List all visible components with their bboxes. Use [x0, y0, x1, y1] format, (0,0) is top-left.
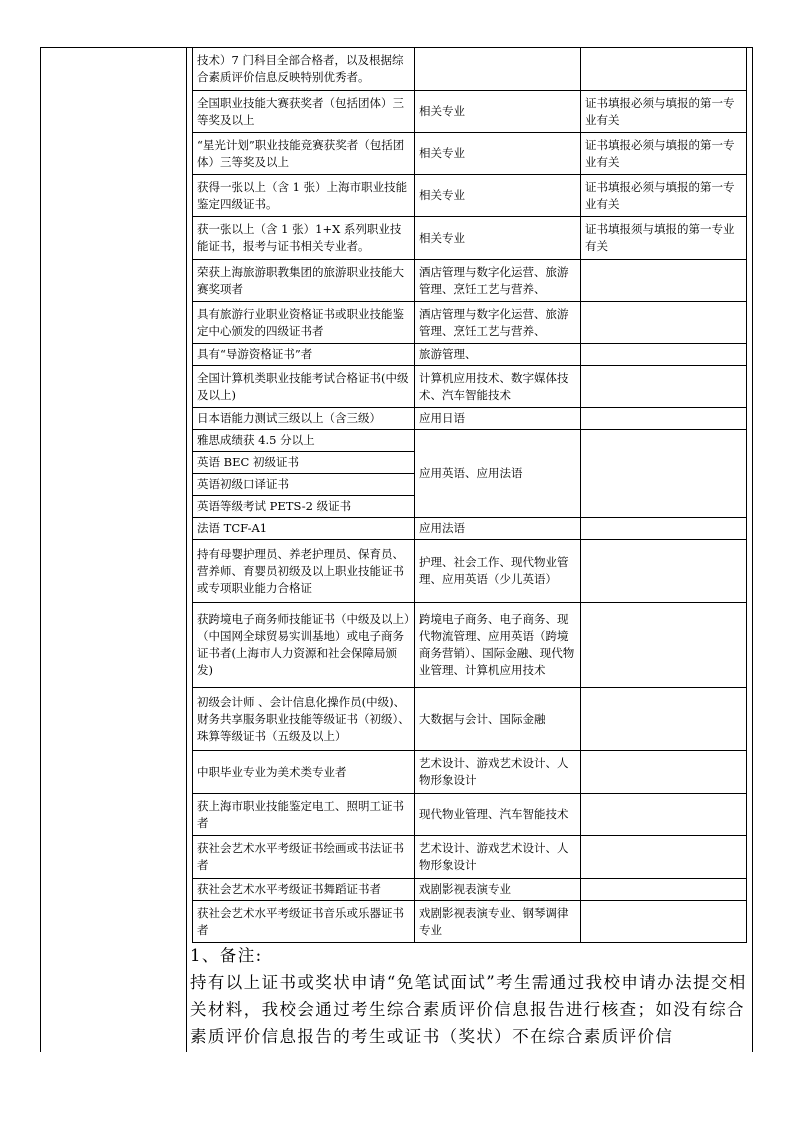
table-row	[193, 603, 747, 688]
table-row	[193, 48, 747, 91]
remark-cell: 证书填报必须与填报的第一专业有关	[581, 175, 747, 217]
major-cell	[415, 48, 581, 91]
condition-cell: 具有“导游资格证书”者	[193, 344, 415, 366]
condition-cell: 获社会艺术水平考级证书绘画或书法证书者	[193, 836, 415, 879]
condition-cell: 英语 BEC 初级证书	[193, 452, 415, 474]
condition-cell: 获社会艺术水平考级证书舞蹈证书者	[193, 879, 415, 901]
major-cell: 相关专业	[415, 175, 581, 217]
remark-cell	[581, 302, 747, 344]
condition-cell: 获跨境电子商务师技能证书（中级及以上）（中国网全球贸易实训基地）或电子商务证书者(上海市人力资源和社会保障局颁发)	[193, 603, 415, 688]
condition-cell: 持有母婴护理员、养老护理员、保育员、营养师、育婴员初级及以上职业技能证书或专项职业能力合格证	[193, 540, 415, 603]
condition-cell: 中职毕业专业为美术类专业者	[193, 751, 415, 794]
remarks-heading: 1、备注:	[190, 946, 263, 965]
table-row	[193, 91, 747, 133]
table-row	[193, 133, 747, 175]
remarks-section	[190, 942, 752, 1050]
table-row	[193, 260, 747, 302]
major-cell: 应用英语、应用法语	[415, 430, 581, 518]
table-row	[193, 518, 747, 540]
major-cell: 戏剧影视表演专业	[415, 879, 581, 901]
remark-cell	[581, 48, 747, 91]
condition-cell: 日本语能力测试三级以上（含三级）	[193, 408, 415, 430]
remark-cell	[581, 540, 747, 603]
remark-cell	[581, 751, 747, 794]
table-row	[193, 901, 747, 943]
major-cell: 酒店管理与数字化运营、旅游管理、烹饪工艺与营养、	[415, 260, 581, 302]
table-row	[193, 217, 747, 260]
remark-cell	[581, 366, 747, 408]
remark-cell	[581, 879, 747, 901]
condition-cell: “星光计划”职业技能竞赛获奖者（包括团体）三等奖及以上	[193, 133, 415, 175]
remark-cell	[581, 794, 747, 836]
table-row	[193, 879, 747, 901]
major-cell: 艺术设计、游戏艺术设计、人物形象设计	[415, 836, 581, 879]
remark-cell	[581, 836, 747, 879]
remarks-body: 持有以上证书或奖状申请“免笔试面试”考生需通过我校申请办法提交相关材料，我校会通过考生综合素质评价信息报告进行核查；如没有综合素质评价信息报告的考生或证书（奖状）不在综合素质评价信	[190, 973, 747, 1046]
condition-cell: 英语等级考试 PETS-2 级证书	[193, 496, 415, 518]
major-cell: 护理、社会工作、现代物业管理、应用英语（少儿英语）	[415, 540, 581, 603]
major-cell: 相关专业	[415, 133, 581, 175]
condition-cell: 全国计算机类职业技能考试合格证书(中级及以上)	[193, 366, 415, 408]
table-row	[193, 408, 747, 430]
major-cell: 应用日语	[415, 408, 581, 430]
condition-cell: 法语 TCF-A1	[193, 518, 415, 540]
condition-cell: 全国职业技能大赛获奖者（包括团体）三等奖及以上	[193, 91, 415, 133]
major-cell: 计算机应用技术、数字媒体技术、汽车智能技术	[415, 366, 581, 408]
table-row	[193, 344, 747, 366]
major-cell: 旅游管理、	[415, 344, 581, 366]
remark-cell	[581, 518, 747, 540]
requirements-table	[192, 47, 747, 943]
remark-cell	[581, 260, 747, 302]
table-row	[193, 430, 747, 452]
major-cell: 相关专业	[415, 217, 581, 260]
remark-cell: 证书填报须与填报的第一专业有关	[581, 217, 747, 260]
major-cell: 现代物业管理、汽车智能技术	[415, 794, 581, 836]
remark-cell: 证书填报必须与填报的第一专业有关	[581, 91, 747, 133]
condition-cell: 获一张以上（含 1 张）1+X 系列职业技能证书，报考与证书相关专业者。	[193, 217, 415, 260]
condition-cell: 获上海市职业技能鉴定电工、照明工证书者	[193, 794, 415, 836]
major-cell: 艺术设计、游戏艺术设计、人物形象设计	[415, 751, 581, 794]
condition-cell: 获得一张以上（含 1 张）上海市职业技能鉴定四级证书。	[193, 175, 415, 217]
table-row	[193, 302, 747, 344]
remark-cell	[581, 408, 747, 430]
major-cell: 戏剧影视表演专业、钢琴调律专业	[415, 901, 581, 943]
major-cell: 应用法语	[415, 518, 581, 540]
table-row	[193, 540, 747, 603]
condition-cell: 英语初级口译证书	[193, 474, 415, 496]
table-row	[193, 836, 747, 879]
major-cell: 酒店管理与数字化运营、旅游管理、烹饪工艺与营养、	[415, 302, 581, 344]
condition-cell: 荣获上海旅游职教集团的旅游职业技能大赛奖项者	[193, 260, 415, 302]
table-row	[193, 688, 747, 751]
remark-cell	[581, 901, 747, 943]
condition-cell: 技术）7 门科目全部合格者，以及根据综合素质评价信息反映特别优秀者。	[193, 48, 415, 91]
table-row	[193, 366, 747, 408]
table-row	[193, 751, 747, 794]
remark-cell	[581, 688, 747, 751]
remark-cell	[581, 603, 747, 688]
remark-cell	[581, 344, 747, 366]
table-row	[193, 175, 747, 217]
major-cell: 跨境电子商务、电子商务、现代物流管理、应用英语（跨境商务营销）、国际金融、现代物业管理、计算机应用技术	[415, 603, 581, 688]
condition-cell: 获社会艺术水平考级证书音乐或乐器证书者	[193, 901, 415, 943]
table-row	[193, 794, 747, 836]
condition-cell: 雅思成绩获 4.5 分以上	[193, 430, 415, 452]
condition-cell: 具有旅游行业职业资格证书或职业技能鉴定中心颁发的四级证书者	[193, 302, 415, 344]
left-category-column	[40, 47, 187, 1052]
remark-cell	[581, 430, 747, 518]
remark-cell: 证书填报必须与填报的第一专业有关	[581, 133, 747, 175]
major-cell: 大数据与会计、国际金融	[415, 688, 581, 751]
condition-cell: 初级会计师 、会计信息化操作员(中级)、财务共享服务职业技能等级证书（初级）、珠算等级证书（五级及以上）	[193, 688, 415, 751]
major-cell: 相关专业	[415, 91, 581, 133]
